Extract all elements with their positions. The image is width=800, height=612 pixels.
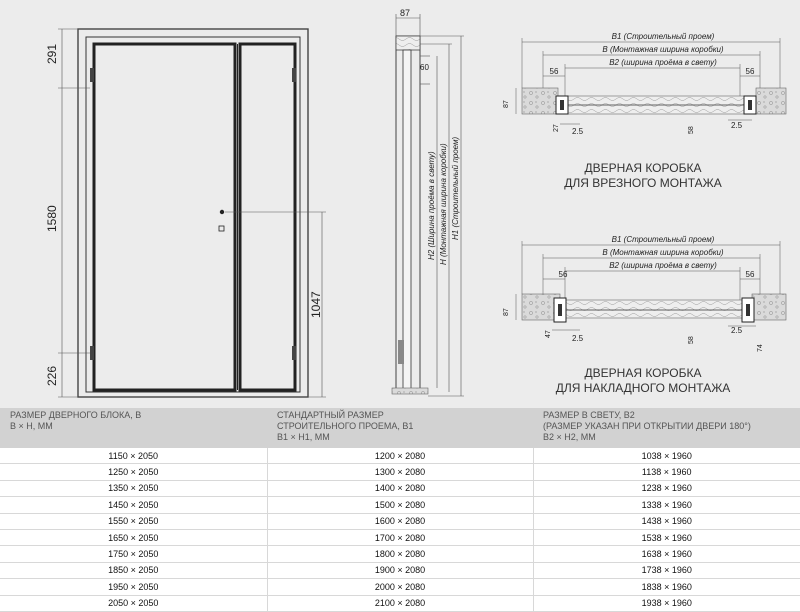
b-label-bottom: B (Монтажная ширина коробки): [602, 248, 724, 257]
caption-overlay-line2: ДЛЯ НАКЛАДНОГО МОНТАЖА: [555, 381, 731, 395]
table-row: [0, 497, 800, 513]
header-door-size: РАЗМЕР ДВЕРНОГО БЛОКА, В В × Н, ММ: [0, 408, 267, 448]
hinge-left-bottom: [90, 346, 94, 360]
dim-h-label: H (Монтажная ширина коробки): [439, 143, 448, 265]
table-cell: 1338 × 1960: [533, 497, 800, 513]
table-cell: 1838 × 1960: [533, 579, 800, 595]
d47-bottom: 47: [545, 330, 552, 338]
d58-bottom: 58: [688, 336, 695, 344]
dim-87-side: 87: [400, 8, 411, 18]
d25-right-bottom: 2.5: [731, 326, 743, 335]
table-row: [0, 579, 800, 595]
table-cell: 1450 × 2050: [0, 497, 267, 513]
table-cell: 1238 × 1960: [533, 480, 800, 496]
table-row: [0, 529, 800, 545]
hinge-left-top: [90, 68, 94, 82]
door-frame-inner: [86, 37, 300, 392]
caption-overlay-line1: ДВЕРНАЯ КОРОБКА: [584, 366, 702, 380]
table-cell: 1938 × 1960: [533, 595, 800, 611]
caption-mortise-line2: ДЛЯ ВРЕЗНОГО МОНТАЖА: [564, 176, 722, 190]
b1-label-bottom: B1 (Строительный проем): [611, 235, 715, 244]
door-sizes-table: [0, 408, 800, 612]
table-cell: 1138 × 1960: [533, 464, 800, 480]
table-row: [0, 513, 800, 529]
door-handle-icon: [220, 210, 224, 214]
door-lock-icon: [219, 226, 224, 231]
table-cell: 1900 × 2080: [267, 562, 533, 578]
table-cell: 2050 × 2050: [0, 595, 267, 611]
hinge-right-bottom: [292, 346, 296, 360]
table-cell: 1150 × 2050: [0, 448, 267, 464]
door-outer-frame: [78, 29, 308, 397]
caption-mortise-line1: ДВЕРНАЯ КОРОБКА: [584, 161, 702, 175]
table-cell: 1300 × 2080: [267, 464, 533, 480]
b2-label-top: B2 (ширина проёма в свету): [609, 58, 717, 67]
d56-right-bottom: 56: [745, 270, 755, 279]
table-cell: 1200 × 2080: [267, 448, 533, 464]
dim-bottom-label: 226: [45, 365, 59, 386]
section-mortise: [503, 32, 786, 190]
b-label-top: B (Монтажная ширина коробки): [602, 45, 724, 54]
b1-label-top: B1 (Строительный проем): [611, 32, 715, 41]
table-cell: 1250 × 2050: [0, 464, 267, 480]
b2-label-bottom: B2 (ширина проёма в свету): [609, 261, 717, 270]
table-cell: 2100 × 2080: [267, 595, 533, 611]
header-opening-size: СТАНДАРТНЫЙ РАЗМЕР СТРОИТЕЛЬНОГО ПРОЕМА, B1 B1 × H1, ММ: [267, 408, 533, 448]
table-cell: 1438 × 1960: [533, 513, 800, 529]
table-cell: 1950 × 2050: [0, 579, 267, 595]
d56-right-top: 56: [745, 67, 755, 76]
table-row: [0, 480, 800, 496]
table-cell: 1738 × 1960: [533, 562, 800, 578]
d87-bottom: 87: [503, 308, 510, 316]
d58-top: 58: [688, 126, 695, 134]
table-cell: 1550 × 2050: [0, 513, 267, 529]
table-cell: 1650 × 2050: [0, 529, 267, 545]
d56-left-top: 56: [549, 67, 559, 76]
d25-left-bottom: 2.5: [572, 334, 584, 343]
table-row: [0, 595, 800, 611]
d25-left-top: 2.5: [572, 127, 584, 136]
dim-handle-label: 1047: [309, 291, 323, 318]
table-header-row: [0, 408, 800, 448]
dim-h2-label: H2 (Ширина проёма в свету): [427, 151, 436, 260]
table-cell: 1538 × 1960: [533, 529, 800, 545]
d25-right-top: 2.5: [731, 121, 743, 130]
door-passive-leaf: [240, 44, 295, 390]
d56-left-bottom: 56: [558, 270, 568, 279]
table-cell: 1700 × 2080: [267, 529, 533, 545]
table-cell: 1038 × 1960: [533, 448, 800, 464]
table-cell: 1850 × 2050: [0, 562, 267, 578]
d74-bottom: 74: [757, 344, 764, 352]
table-cell: 1600 × 2080: [267, 513, 533, 529]
table-cell: 1500 × 2080: [267, 497, 533, 513]
door-front-view: [45, 29, 326, 397]
hinge-right-top: [292, 68, 296, 82]
d27-top: 27: [553, 124, 560, 132]
table-cell: 2000 × 2080: [267, 579, 533, 595]
table-row: [0, 546, 800, 562]
dim-main-label: 1580: [45, 205, 59, 232]
table-cell: 1800 × 2080: [267, 546, 533, 562]
header-clear-size: РАЗМЕР В СВЕТУ, B2 (РАЗМЕР УКАЗАН ПРИ ОТКРЫТИИ ДВЕРИ 180°) B2 × H2, ММ: [533, 408, 800, 448]
table-row: [0, 464, 800, 480]
section-overlay: [503, 235, 786, 395]
table-cell: 1750 × 2050: [0, 546, 267, 562]
door-side-section: [392, 8, 464, 396]
dim-top-label: 291: [45, 43, 59, 64]
door-active-leaf: [94, 44, 235, 390]
dim-h1-label: H1 (Строительный проем): [451, 136, 460, 240]
table-cell: 1400 × 2080: [267, 480, 533, 496]
table-cell: 1350 × 2050: [0, 480, 267, 496]
dim-60-side: 60: [420, 63, 429, 72]
table-row: [0, 562, 800, 578]
table-row: [0, 448, 800, 464]
d87-top: 87: [503, 100, 510, 108]
table-cell: 1638 × 1960: [533, 546, 800, 562]
